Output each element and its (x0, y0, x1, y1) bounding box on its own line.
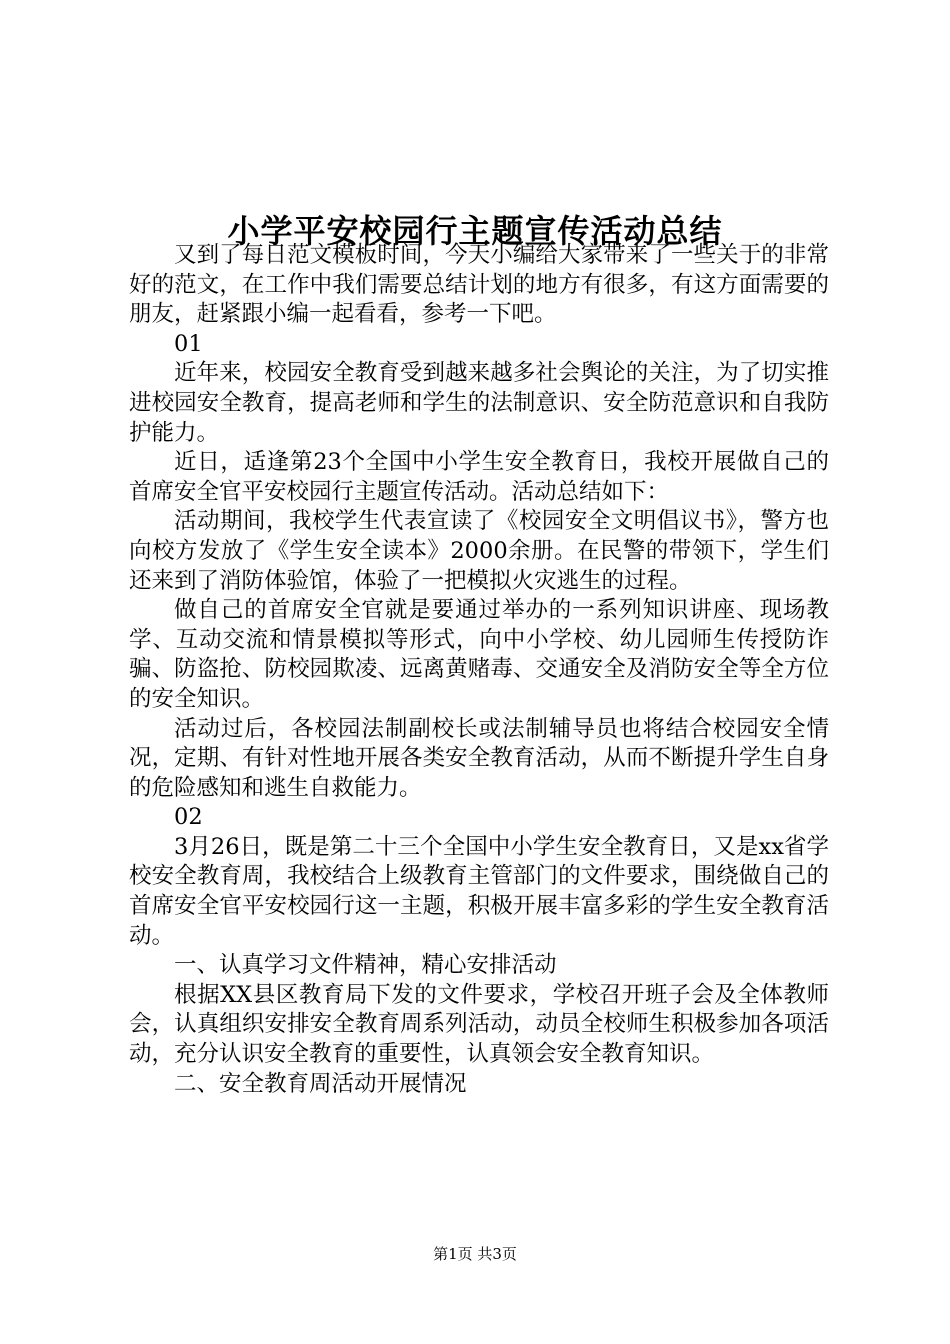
paragraph: 活动过后，各校园法制副校长或法制辅导员也将结合校园安全情况，定期、有针对性地开展各类安全教育活动，从而不断提升学生自身的危险感知和逃生自救能力。 (129, 715, 829, 801)
paragraph: 近日，适逢第23个全国中小学生安全教育日，我校开展做自己的首席安全官平安校园行主题宣传活动。活动总结如下： (129, 449, 829, 505)
document-body (129, 241, 829, 1099)
section-heading: 二、安全教育周活动开展情况 (174, 1070, 467, 1097)
section-heading: 一、认真学习文件精神，精心安排活动 (174, 952, 557, 979)
paragraph: 近年来，校园安全教育受到越来越多社会舆论的关注，为了切实推进校园安全教育，提高老师和学生的法制意识、安全防范意识和自我防护能力。 (129, 360, 829, 446)
page-footer: 第1页 共3页 (433, 1245, 517, 1263)
section-number-01: 01 (174, 330, 203, 357)
document-title: 小学平安校园行主题宣传活动总结 (227, 212, 723, 251)
paragraph: 根据XX县区教育局下发的文件要求，学校召开班子会及全体教师会，认真组织安排安全教育周系列活动，动员全校师生积极参加各项活动，充分认识安全教育的重要性，认真领会安全教育知识。 (129, 981, 829, 1068)
paragraph: 3月26日，既是第二十三个全国中小学生安全教育日，又是xx省学校安全教育周，我校结合上级教育主管部门的文件要求，围绕做自己的首席安全官平安校园行这一主题，积极开展丰富多彩的学生安全教育活动。 (129, 833, 829, 949)
section-number-02: 02 (174, 804, 203, 831)
paragraph: 活动期间，我校学生代表宣读了《校园安全文明倡议书》，警方也向校方发放了《学生安全读本》2000余册。在民警的带领下，学生们还来到了消防体验馆，体验了一把模拟火灾逃生的过程。 (129, 508, 829, 594)
paragraph: 做自己的首席安全官就是要通过举办的一系列知识讲座、现场教学、互动交流和情景模拟等形式，向中小学校、幼儿园师生传授防诈骗、防盗抢、防校园欺凌、远离黄赌毒、交通安全及消防安全等全方位的安全知识。 (129, 597, 829, 712)
paragraph-intro: 又到了每日范文模板时间，今天小编给大家带来了一些关于的非常好的范文，在工作中我们需要总结计划的地方有很多，有这方面需要的朋友，赶紧跟小编一起看看，参考一下吧。 (129, 242, 829, 328)
